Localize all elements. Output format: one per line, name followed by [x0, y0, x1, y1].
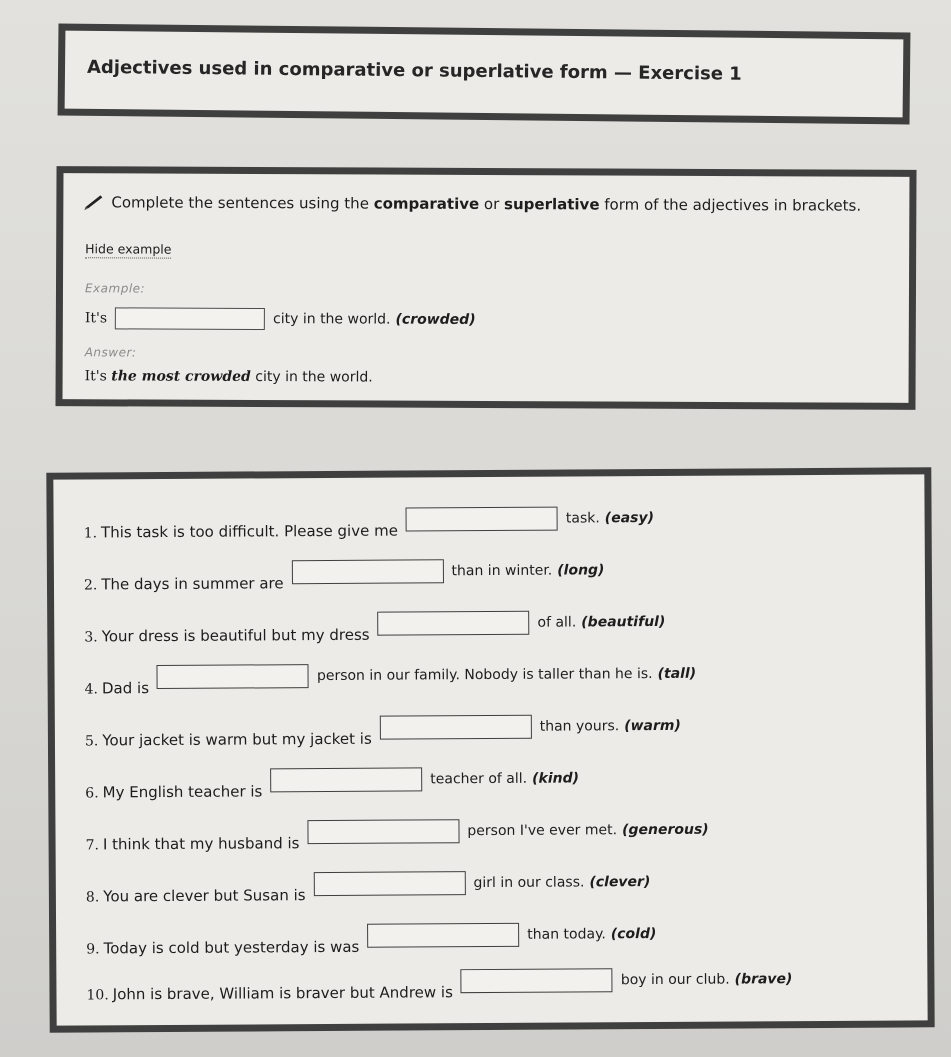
answer-input[interactable] — [270, 767, 422, 792]
example-sentence — [85, 307, 476, 331]
question-item — [84, 662, 696, 698]
question-text-after: teacher of all. — [430, 770, 528, 788]
example-answer-box — [115, 307, 265, 330]
question-text-after: person in our family. Nobody is taller than he is. — [316, 666, 653, 685]
title-panel — [58, 24, 911, 125]
question-text-after: girl in our class. — [473, 874, 585, 892]
question-text: John is brave, William is braver but Andrew is — [112, 983, 453, 1004]
answer-input[interactable] — [307, 819, 459, 844]
instruction-bold-superlative: superlative — [504, 195, 600, 214]
answer-label: Answer: — [84, 345, 137, 360]
question-number: 7. — [85, 837, 99, 854]
question-number: 2. — [83, 577, 98, 594]
question-text-after: person I've ever met. — [467, 822, 618, 840]
example-text: It's — [84, 310, 108, 327]
question-item — [85, 766, 579, 801]
answer-input[interactable] — [157, 664, 309, 689]
exercise-panel — [46, 467, 934, 1032]
question-hint: (clever) — [589, 874, 651, 891]
question-hint: (long) — [557, 562, 605, 579]
question-item — [84, 610, 665, 646]
question-text: Today is cold but yesterday is was — [103, 937, 360, 958]
question-text: The days in summer are — [101, 574, 284, 594]
example-label: Example: — [84, 281, 146, 296]
instructions — [83, 193, 861, 214]
question-number: 3. — [84, 629, 98, 646]
example-text: city in the world. — [273, 311, 391, 328]
question-hint: (warm) — [624, 717, 681, 735]
instruction-text: form of the adjectives in brackets. — [599, 195, 862, 215]
question-text-after: than yours. — [539, 718, 620, 735]
answer-input[interactable] — [313, 871, 465, 896]
question-number: 10. — [86, 987, 109, 1004]
answer-text: It's — [84, 368, 112, 385]
question-item — [85, 818, 708, 854]
instruction-text: Complete the sentences using the — [111, 193, 374, 213]
answer-input[interactable] — [380, 715, 532, 740]
answer-input[interactable] — [406, 507, 558, 532]
instruction-bold-comparative: comparative — [373, 194, 480, 213]
question-text: Your jacket is warm but my jacket is — [102, 729, 372, 750]
question-number: 6. — [85, 785, 99, 802]
page-title: Adjectives used in comparative or superlative form — Exercise 1 — [86, 56, 742, 85]
question-text-after: than in winter. — [451, 562, 553, 580]
question-number: 1. — [83, 525, 98, 542]
question-hint: (generous) — [622, 821, 709, 839]
question-text: I think that my husband is — [102, 834, 300, 854]
question-text-after: boy in our club. — [620, 971, 730, 989]
example-hint: (crowded) — [395, 311, 476, 328]
question-text: Dad is — [101, 679, 150, 698]
question-item — [86, 870, 651, 905]
question-number: 8. — [85, 889, 100, 906]
question-item — [84, 506, 655, 541]
question-hint: (cold) — [610, 925, 657, 943]
answer-text: city in the world. — [250, 368, 373, 386]
question-hint: (beautiful) — [581, 613, 666, 631]
answer-sentence — [85, 368, 373, 385]
question-text-after: task. — [565, 510, 600, 527]
answer-bold: the most crowded — [111, 368, 251, 385]
question-item — [86, 967, 792, 1003]
question-text: My English teacher is — [102, 782, 263, 802]
answer-input[interactable] — [367, 923, 519, 948]
question-hint: (kind) — [532, 770, 580, 787]
question-hint: (tall) — [657, 665, 697, 682]
answer-input[interactable] — [291, 559, 443, 584]
question-hint: (brave) — [734, 971, 793, 988]
question-text-after: than today. — [527, 926, 606, 943]
answer-input[interactable] — [377, 611, 529, 636]
question-text: Your dress is beautiful but my dress — [101, 625, 370, 646]
question-item — [84, 558, 605, 593]
question-text-after: of all. — [537, 614, 577, 631]
question-number: 5. — [84, 733, 99, 750]
pencil-icon — [83, 194, 105, 210]
question-number: 4. — [84, 681, 99, 698]
instruction-text: or — [479, 194, 505, 214]
question-text: This task is too difficult. Please give me — [100, 521, 398, 542]
question-text: You are clever but Susan is — [103, 886, 306, 906]
hide-example-link[interactable]: Hide example — [85, 241, 172, 257]
answer-input[interactable] — [461, 968, 613, 993]
question-number: 9. — [86, 941, 100, 958]
question-item — [86, 922, 656, 957]
instructions-panel — [55, 166, 916, 410]
question-item — [85, 714, 681, 750]
question-hint: (easy) — [604, 509, 655, 527]
